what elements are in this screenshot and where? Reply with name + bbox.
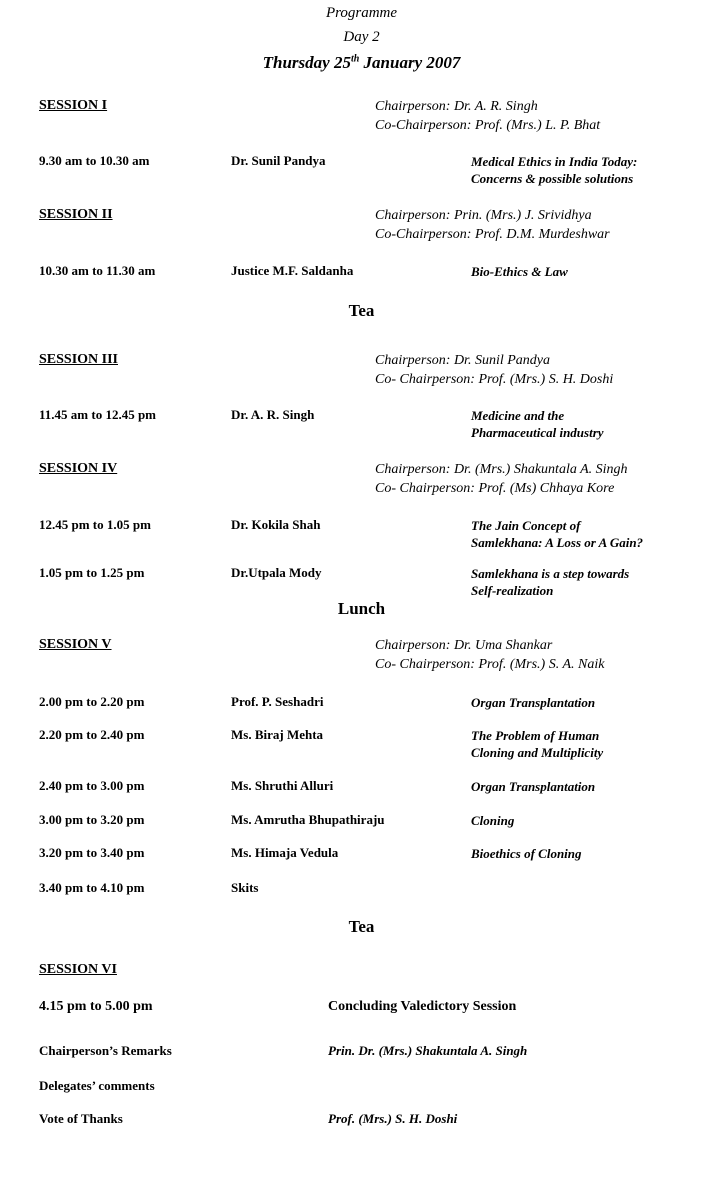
talk-time: 9.30 am to 10.30 am <box>39 153 150 168</box>
remarks-label: Chairperson’s Remarks <box>39 1043 172 1058</box>
talk-topic: Organ Transplantation <box>471 779 596 794</box>
session-5-cochair: Co- Chairperson: Prof. (Mrs.) S. A. Naik <box>375 657 605 672</box>
session-1-chair: Chairperson: Dr. A. R. Singh <box>375 99 538 114</box>
talk-topic-line2: Samlekhana: A Loss or A Gain? <box>471 535 644 550</box>
session-6-time: 4.15 pm to 5.00 pm <box>39 999 153 1014</box>
talk-topic-line2: Pharmaceutical industry <box>471 425 604 440</box>
session-5-label: SESSION V <box>39 637 112 652</box>
tea-break-heading: Tea <box>348 301 375 320</box>
vote-of-thanks-person: Prof. (Mrs.) S. H. Doshi <box>328 1111 458 1126</box>
talk-topic: Medicine and the <box>471 408 565 423</box>
session-2-label: SESSION II <box>39 207 113 222</box>
talk-topic: Medical Ethics in India Today: <box>471 154 638 169</box>
talk-speaker: Skits <box>231 880 259 895</box>
session-3-label: SESSION III <box>39 352 118 367</box>
talk-speaker: Ms. Shruthi Alluri <box>231 778 334 793</box>
session-6-label: SESSION VI <box>39 962 117 977</box>
talk-speaker: Justice M.F. Saldanha <box>231 263 354 278</box>
session-2-chair: Chairperson: Prin. (Mrs.) J. Srividhya <box>375 208 592 223</box>
talk-time: 10.30 am to 11.30 am <box>39 263 156 278</box>
programme-heading: Programme <box>325 5 398 21</box>
valedictory-title: Concluding Valedictory Session <box>328 999 517 1014</box>
session-4-chair: Chairperson: Dr. (Mrs.) Shakuntala A. Singh <box>375 462 628 477</box>
talk-speaker: Dr. Sunil Pandya <box>231 153 326 168</box>
talk-time: 2.40 pm to 3.00 pm <box>39 778 145 793</box>
talk-topic: The Jain Concept of <box>471 518 581 533</box>
talk-time: 11.45 am to 12.45 pm <box>39 407 156 422</box>
talk-time: 3.40 pm to 4.10 pm <box>39 880 145 895</box>
session-5-chair: Chairperson: Dr. Uma Shankar <box>375 638 553 653</box>
session-1-cochair: Co-Chairperson: Prof. (Mrs.) L. P. Bhat <box>375 118 601 133</box>
talk-speaker: Ms. Biraj Mehta <box>231 727 324 742</box>
tea-break-heading: Tea <box>348 917 375 936</box>
delegates-comments-label: Delegates’ comments <box>39 1078 155 1093</box>
talk-speaker: Prof. P. Seshadri <box>231 694 324 709</box>
talk-speaker: Dr. A. R. Singh <box>231 407 315 422</box>
talk-time: 1.05 pm to 1.25 pm <box>39 565 145 580</box>
talk-topic: Bioethics of Cloning <box>471 846 582 861</box>
talk-time: 3.00 pm to 3.20 pm <box>39 812 145 827</box>
talk-topic: Organ Transplantation <box>471 695 596 710</box>
session-4-label: SESSION IV <box>39 461 118 476</box>
session-3-cochair: Co- Chairperson: Prof. (Mrs.) S. H. Doshi <box>375 372 614 387</box>
session-1-label: SESSION I <box>39 98 108 113</box>
date-heading: Thursday 25th January 2007 <box>262 53 461 72</box>
session-2-cochair: Co-Chairperson: Prof. D.M. Murdeshwar <box>375 227 610 242</box>
vote-of-thanks-label: Vote of Thanks <box>39 1111 123 1126</box>
talk-time: 3.20 pm to 3.40 pm <box>39 845 145 860</box>
talk-topic-line2: Self-realization <box>471 583 554 598</box>
remarks-person: Prin. Dr. (Mrs.) Shakuntala A. Singh <box>328 1043 528 1058</box>
talk-time: 2.20 pm to 2.40 pm <box>39 727 145 742</box>
talk-topic: Bio-Ethics & Law <box>471 264 568 279</box>
session-3-chair: Chairperson: Dr. Sunil Pandya <box>375 353 550 368</box>
talk-topic-line2: Concerns & possible solutions <box>471 171 634 186</box>
talk-speaker: Dr. Kokila Shah <box>231 517 321 532</box>
talk-speaker: Ms. Amrutha Bhupathiraju <box>231 812 385 827</box>
talk-speaker: Ms. Himaja Vedula <box>231 845 339 860</box>
session-4-cochair: Co- Chairperson: Prof. (Ms) Chhaya Kore <box>375 481 615 496</box>
talk-time: 12.45 pm to 1.05 pm <box>39 517 151 532</box>
day-heading: Day 2 <box>343 29 380 45</box>
talk-topic-line2: Cloning and Multiplicity <box>471 745 604 760</box>
talk-topic: Samlekhana is a step towards <box>471 566 630 581</box>
talk-speaker: Dr.Utpala Mody <box>231 565 322 580</box>
talk-topic: Cloning <box>471 813 515 828</box>
talk-topic: The Problem of Human <box>471 728 600 743</box>
talk-time: 2.00 pm to 2.20 pm <box>39 694 145 709</box>
lunch-break-heading: Lunch <box>337 599 386 618</box>
